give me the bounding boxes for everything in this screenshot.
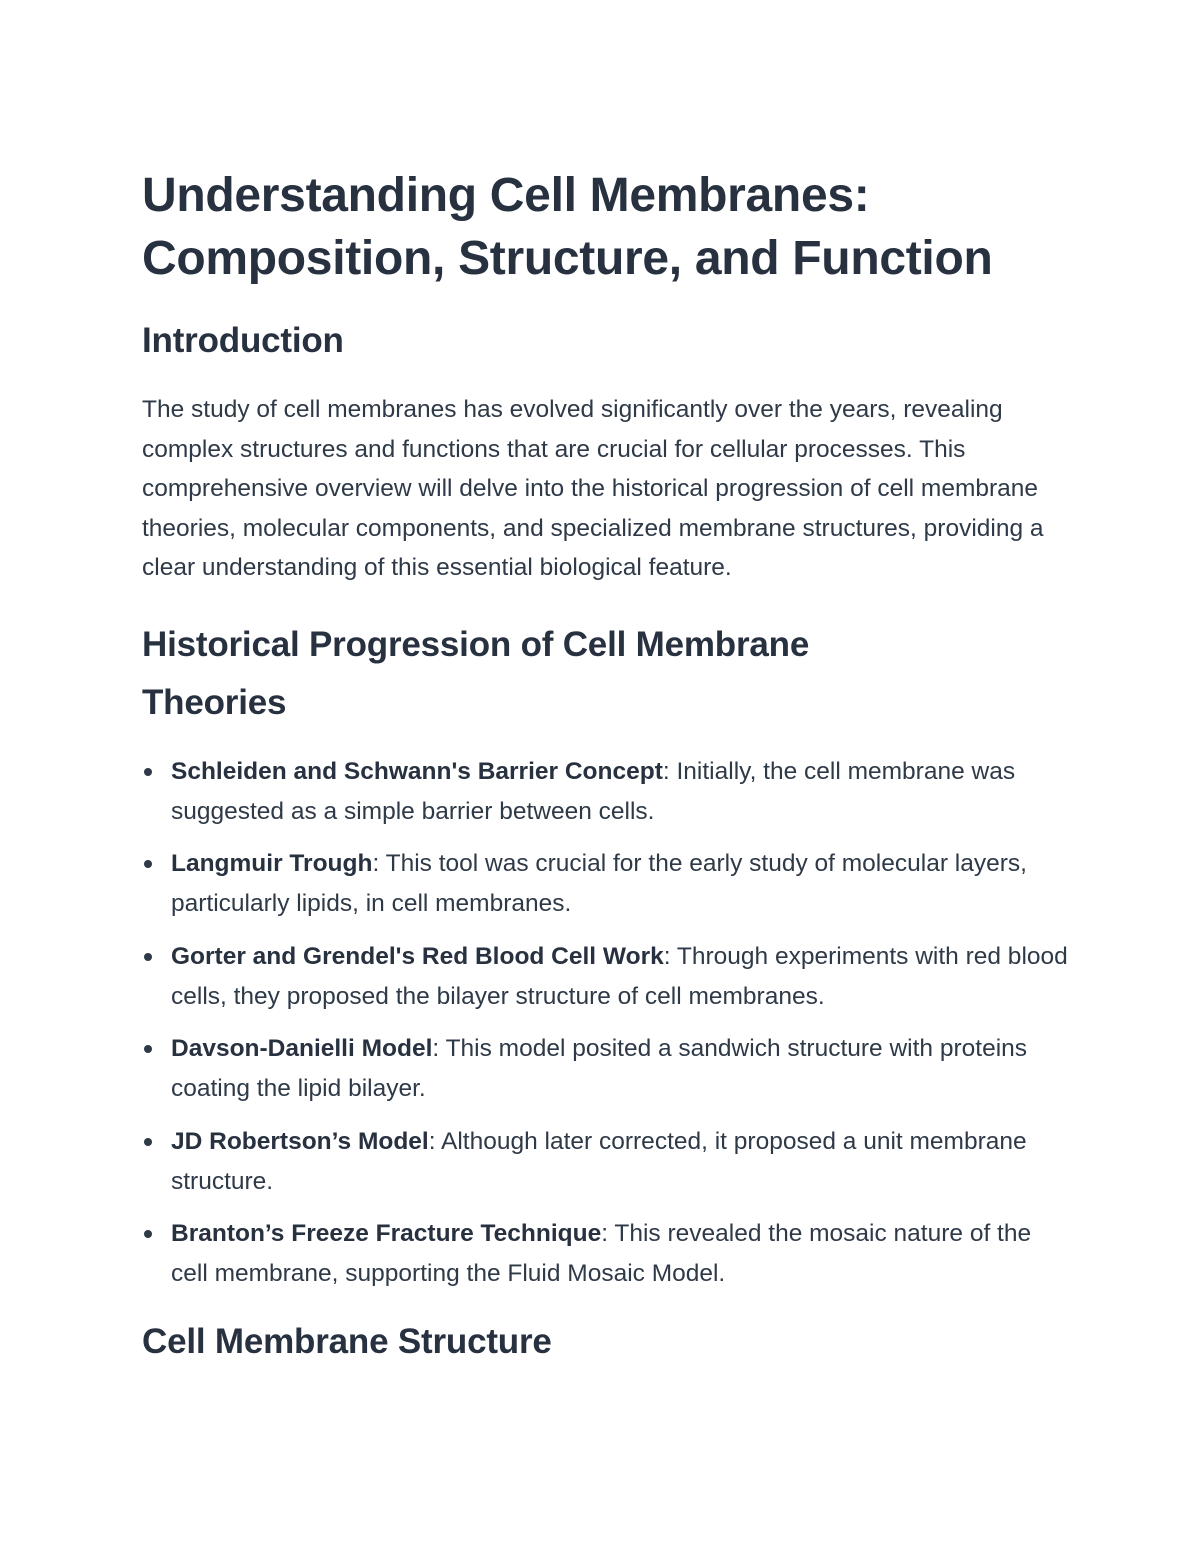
list-item-separator: : — [372, 850, 386, 877]
section-heading-introduction: Introduction — [142, 321, 344, 360]
list-item-term: Branton’s Freeze Fracture Technique — [171, 1220, 602, 1247]
list-item — [142, 1122, 1071, 1202]
bullet-icon — [144, 953, 152, 961]
list-item-text: Initially, the cell membrane was suggested as a simple barrier between cells. — [171, 757, 1016, 825]
list-item-separator: : — [662, 757, 677, 785]
list-item-text: Although later corrected, it proposed a unit membrane structure. — [171, 1127, 1027, 1195]
section-heading-history: Historical Progression of Cell Membrane Theories — [142, 624, 810, 722]
list-item-separator: : — [601, 1220, 615, 1247]
bullet-icon — [144, 860, 152, 868]
list-item-term: Davson-Danielli Model — [171, 1035, 433, 1062]
list-item — [142, 844, 1071, 924]
theory-list — [142, 752, 1068, 1295]
list-item-term: Gorter and Grendel's Red Blood Cell Work — [171, 942, 664, 970]
bullet-icon — [144, 768, 152, 776]
list-item-text: Through experiments with red blood cells, they proposed the bilayer structure of cell membranes. — [171, 942, 1068, 1010]
list-item-separator: : — [432, 1035, 446, 1062]
list-item-text: This revealed the mosaic nature of the cell membrane, supporting the Fluid Mosaic Model. — [171, 1220, 1032, 1287]
list-item — [142, 752, 1071, 832]
list-item — [142, 1029, 1071, 1109]
list-item-term: Schleiden and Schwann's Barrier Concept — [171, 757, 663, 785]
section-heading-structure: Cell Membrane Structure — [142, 1322, 552, 1361]
list-item-text: This tool was crucial for the early study of molecular layers, particularly lipids, in cell membranes. — [171, 850, 1027, 917]
document-title: Understanding Cell Membranes: Composition, Structure, and Function — [142, 169, 993, 285]
list-item — [142, 937, 1071, 1017]
list-item-separator: : — [663, 942, 677, 970]
bullet-icon — [144, 1045, 152, 1053]
list-item-separator: : — [428, 1127, 441, 1155]
document-page — [142, 164, 1068, 1365]
bullet-icon — [144, 1230, 152, 1238]
bullet-icon — [144, 1138, 152, 1146]
list-item-term: Langmuir Trough — [171, 850, 373, 877]
list-item-text: This model posited a sandwich structure with proteins coating the lipid bilayer. — [171, 1035, 1028, 1102]
list-item-term: JD Robertson’s Model — [171, 1127, 429, 1155]
list-item — [142, 1214, 1071, 1294]
introduction-paragraph: The study of cell membranes has evolved significantly over the years, revealing complex structures and functions that are crucial for cellular processes. This comprehensive overview will delve into the historical progression of cell membrane theories, molecular components, and specialized membrane structures, providing a clear understanding of this essential biological feature. — [142, 396, 1044, 581]
